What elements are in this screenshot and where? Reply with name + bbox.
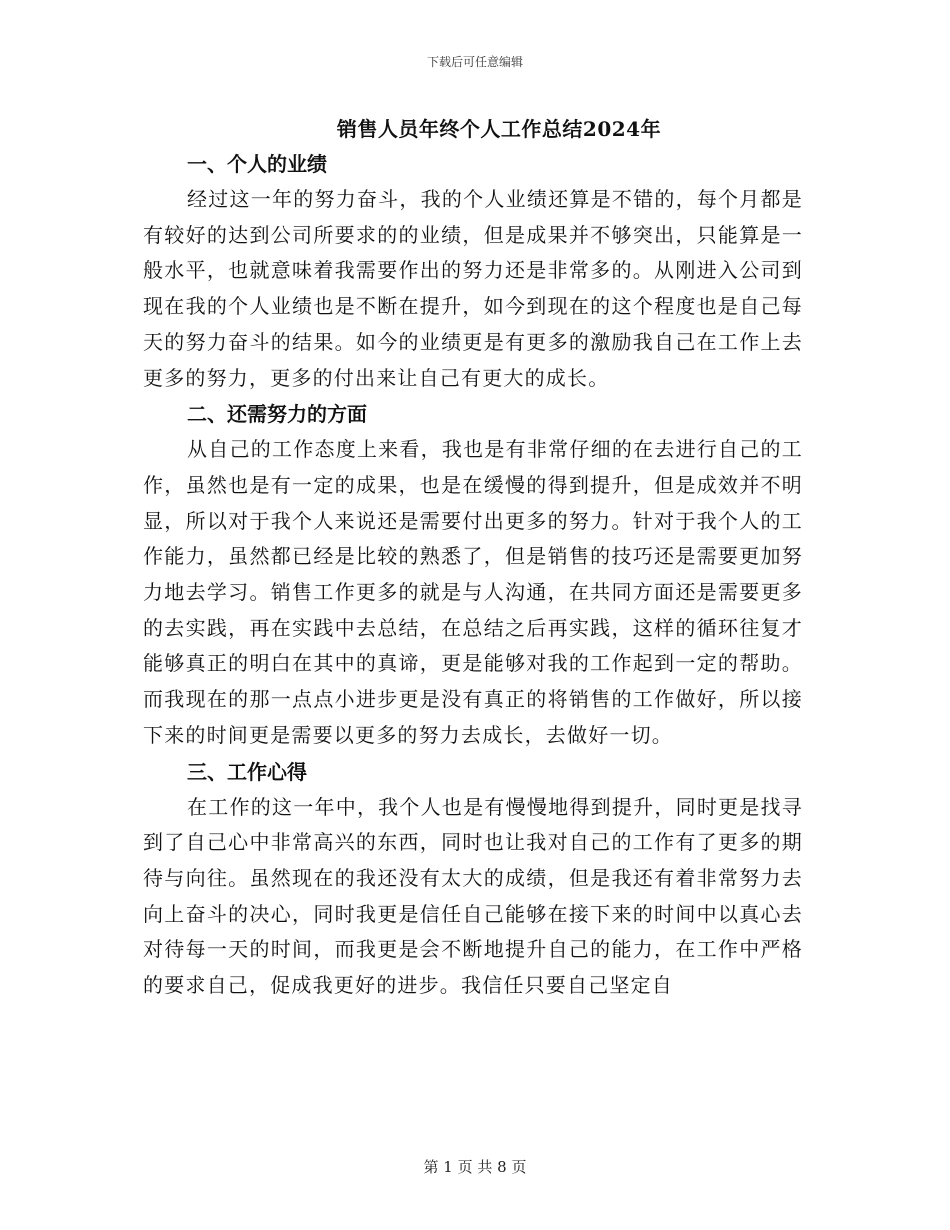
section-heading-1: 一、个人的业绩 (187, 152, 327, 176)
section-heading-3: 三、工作心得 (187, 759, 307, 784)
section-paragraph-1: 经过这一年的努力奋斗，我的个人业绩还算是不错的，每个月都是有较好的达到公司所要求的的业绩，但是成果并不够突出，只能算是一般水平，也就意味着我需要作出的努力还是非常多的。从刚进入公司到现在我的个人业绩也是不断在提升，如今到现在的这个程度也是自己每天的努力奋斗的结果。如今的业绩更是有更多的激励我自己在工作上去更多的努力，更多的付出来让自己有更大的成长。 (143, 187, 803, 390)
page-footer: 第 1 页 共 8 页 (423, 1158, 527, 1176)
section-paragraph-2: 从自己的工作态度上来看，我也是有非常仔细的在去进行自己的工作，虽然也是有一定的成果，也是在缓慢的得到提升，但是成效并不明显，所以对于我个人来说还是需要付出更多的努力。针对于我个人的工作能力，虽然都已经是比较的熟悉了，但是销售的技巧还是需要更加努力地去学习。销售工作更多的就是与人沟通，在共同方面还是需要更多的去实践，再在实践中去总结，在总结之后再实践，这样的循环往复才能够真正的明白在其中的真谛，更是能够对我的工作起到一定的帮助。而我现在的那一点点小进步更是没有真正的将销售的工作做好，所以接下来的时间更是需要以更多的努力去成长，去做好一切。 (143, 437, 803, 747)
section-paragraph-3: 在工作的这一年中，我个人也是有慢慢地得到提升，同时更是找寻到了自己心中非常高兴的东西，同时也让我对自己的工作有了更多的期待与向往。虽然现在的我还没有太大的成绩，但是我还有着非常努力去向上奋斗的决心，同时我更是信任自己能够在接下来的时间中以真心去对待每一天的时间，而我更是会不断地提升自己的能力，在工作中严格的要求自己，促成我更好的进步。我信任只要自己坚定自 (143, 794, 803, 998)
document-body (143, 146, 803, 1004)
header-note: 下载后可任意编辑 (426, 55, 523, 69)
section-heading-2: 二、还需努力的方面 (187, 402, 367, 427)
document-title: 销售人员年终个人工作总结2024年 (336, 117, 662, 141)
